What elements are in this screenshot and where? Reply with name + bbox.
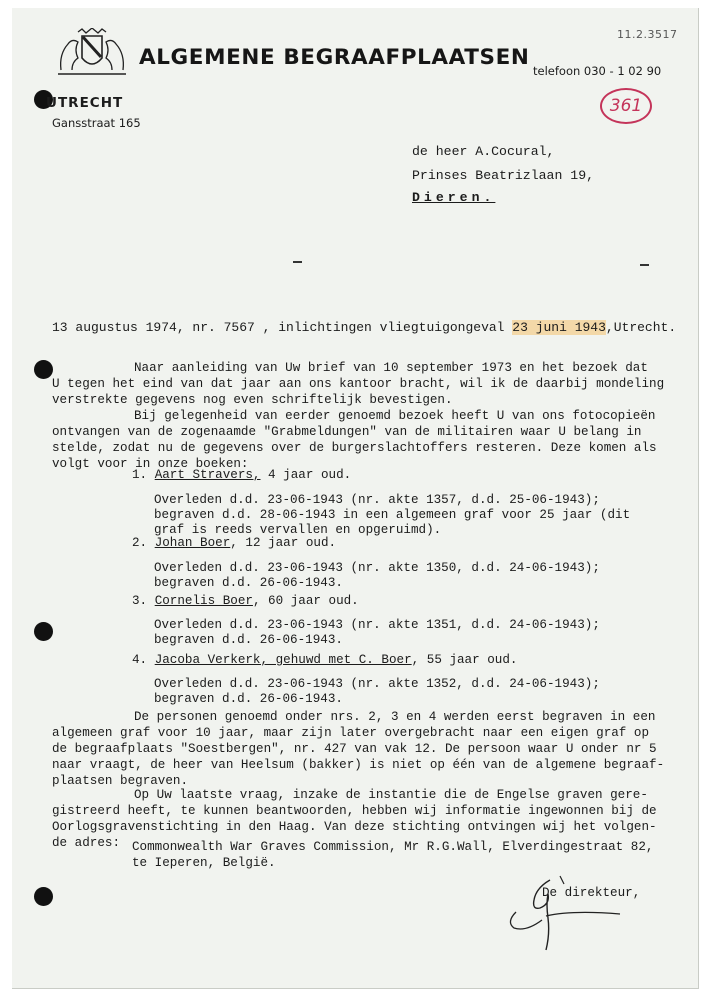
- body-line: algemeen graf voor 10 jaar, maar zijn later overgebracht naar een eigen graf op: [52, 726, 650, 740]
- victim-detail: begraven d.d. 26-06-1943.: [154, 633, 343, 647]
- punch-hole-4: [34, 887, 53, 906]
- letter-page: [12, 8, 699, 989]
- victim-heading: [132, 653, 517, 667]
- victim-detail: Overleden d.d. 23-06-1943 (nr. akte 1357, d.d. 25-06-1943);: [154, 493, 600, 507]
- address-line: Commonwealth War Graves Commission, Mr R.G.Wall, Elverdingestraat 82,: [132, 840, 654, 854]
- phone-number: telefoon 030 - 1 02 90: [533, 64, 662, 78]
- coat-of-arms-icon: [56, 28, 128, 76]
- body-line: De personen genoemd onder nrs. 2, 3 en 4 werden eerst begraven in een: [134, 710, 656, 724]
- fold-mark-right: [640, 264, 649, 266]
- body-line: de begraafplaats "Soestbergen", nr. 427 van vak 12. De persoon waar U onder nr 5: [52, 742, 657, 756]
- body-line: Bij gelegenheid van eerder genoemd bezoek heeft U van ons fotocopieën: [134, 409, 656, 423]
- victim-detail: Overleden d.d. 23-06-1943 (nr. akte 1350, d.d. 24-06-1943);: [154, 561, 600, 575]
- body-line: naar vraagt, de heer van Heelsum (bakker) is niet op één van de algemene begraaf-: [52, 758, 665, 772]
- body-line: Oorlogsgravenstichting in den Haag. Van deze stichting ontvingen wij het volgen-: [52, 820, 657, 834]
- victim-name: Jacoba Verkerk, gehuwd met C. Boer: [154, 653, 412, 667]
- fold-mark-left: [293, 261, 302, 263]
- subject-suffix: ,Utrecht.: [605, 320, 677, 335]
- victim-age: , 12 jaar oud.: [230, 536, 337, 550]
- body-line: U tegen het eind van dat jaar aan ons kantoor bracht, wil ik de daarbij mondeling: [52, 377, 665, 391]
- subject-prefix: 13 augustus 1974, nr. 7567 , inlichtingen vliegtuigongeval: [52, 320, 505, 335]
- closing-title: De direkteur,: [542, 886, 641, 900]
- recipient-name: de heer A.Cocural,: [412, 144, 555, 159]
- body-line: plaatsen begraven.: [52, 774, 189, 788]
- victim-detail: begraven d.d. 26-06-1943.: [154, 576, 343, 590]
- body-line: verstrekte gegevens nog even schriftelijk bevestigen.: [52, 393, 453, 407]
- address-line: te Ieperen, België.: [132, 856, 276, 870]
- punch-hole-2: [34, 360, 53, 379]
- stamp-number: 361: [600, 88, 652, 124]
- victim-detail: begraven d.d. 28-06-1943 in een algemeen graf voor 25 jaar (dit: [154, 508, 631, 522]
- organization-name: ALGEMENE BEGRAAFPLAATSEN: [139, 45, 530, 70]
- signature-icon: [502, 870, 632, 960]
- body-line: stelde, zodat nu de gegevens over de burgerslachtoffers resteren. Deze komen als: [52, 441, 657, 455]
- victim-number: 4.: [132, 653, 148, 667]
- victim-heading: [132, 594, 359, 608]
- body-line: volgt voor in onze boeken:: [52, 457, 249, 471]
- victim-number: 2.: [132, 536, 148, 550]
- body-line: Naar aanleiding van Uw brief van 10 september 1973 en het bezoek dat: [134, 361, 648, 375]
- city-name: UTRECHT: [46, 95, 124, 111]
- victim-heading: [132, 468, 351, 482]
- victim-number: 1.: [132, 468, 148, 482]
- victim-detail: begraven d.d. 26-06-1943.: [154, 692, 343, 706]
- punch-hole-3: [34, 622, 53, 641]
- body-line: ontvangen van de zogenaamde "Grabmeldungen" van de militairen waar U belang in: [52, 425, 642, 439]
- victim-name: Aart Stravers,: [154, 468, 261, 482]
- recipient-street: Prinses Beatrizlaan 19,: [412, 168, 595, 183]
- victim-age: 4 jaar oud.: [260, 468, 352, 482]
- victim-heading: [132, 536, 336, 550]
- street-address: Gansstraat 165: [52, 116, 141, 130]
- handwritten-reference: 11.2.3517: [617, 28, 678, 41]
- subject-line: [52, 320, 676, 335]
- victim-detail: Overleden d.d. 23-06-1943 (nr. akte 1351, d.d. 24-06-1943);: [154, 618, 600, 632]
- victim-detail: Overleden d.d. 23-06-1943 (nr. akte 1352, d.d. 24-06-1943);: [154, 677, 600, 691]
- victim-name: Cornelis Boer: [154, 594, 253, 608]
- victim-name: Johan Boer: [154, 536, 231, 550]
- victim-detail: graf is reeds vervallen en opgeruimd).: [154, 523, 442, 537]
- body-line: gistreerd heeft, te kunnen beantwoorden, hebben wij informatie ingewonnen bij de: [52, 804, 657, 818]
- body-line: Op Uw laatste vraag, inzake de instantie die de Engelse graven gere-: [134, 788, 648, 802]
- victim-age: , 55 jaar oud.: [411, 653, 518, 667]
- victim-number: 3.: [132, 594, 148, 608]
- body-line: de adres:: [52, 836, 121, 850]
- subject-date-highlight: 23 juni 1943: [512, 320, 606, 335]
- victim-age: , 60 jaar oud.: [252, 594, 359, 608]
- recipient-city: Dieren.: [412, 190, 496, 205]
